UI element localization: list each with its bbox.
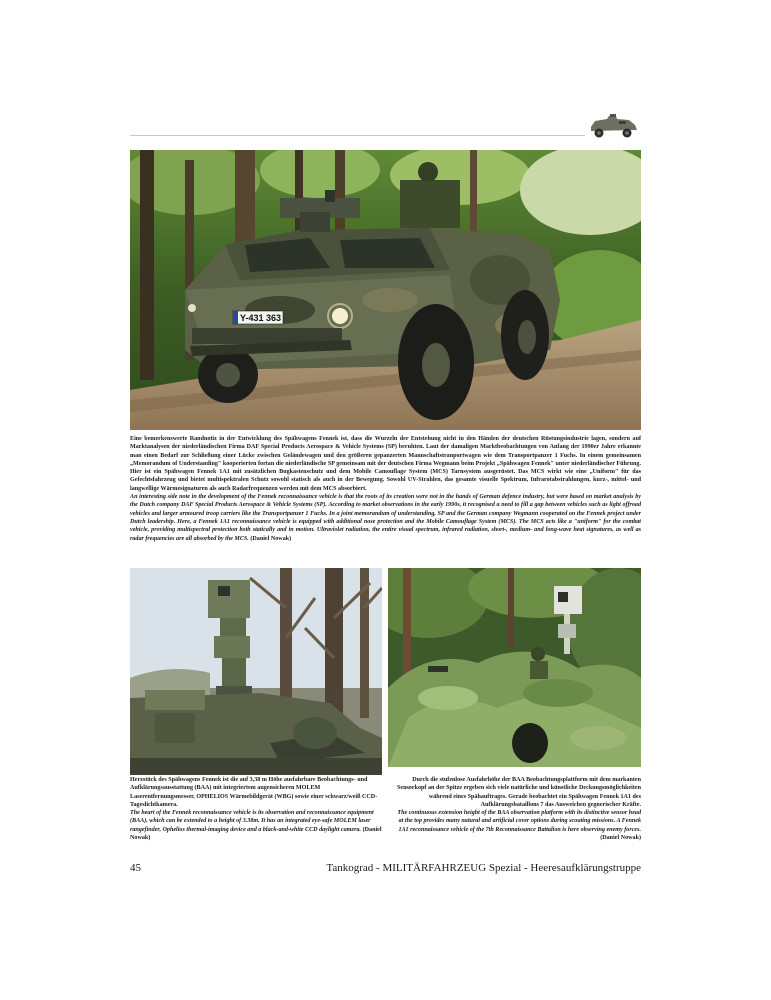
right-photo-caption	[393, 776, 641, 842]
left-photo-caption	[130, 776, 382, 842]
caption-english	[393, 809, 641, 842]
armored-vehicle-icon	[585, 112, 641, 140]
photo-credit: (Daniel Nowak)	[130, 826, 382, 842]
baa-observation-mast-photo	[130, 568, 382, 775]
camouflaged-fennek-in-forest-photo	[388, 568, 641, 767]
caption-german: Durch die stufenlose Ausfahrhöhe der BAA Beobachtungsplattform mit dem markanten Sensorkopf an der Spitze ergeben sich viele natürliche und künstliche Deckungsmöglichkeiten während eines Spähauftrages. Gerade beobachtet ein Spähwagen Fennek 1A1 des Aufklärungsbataillons 7 das Ausweichen gegnerischer Kräfte.	[397, 777, 641, 808]
caption-english	[130, 809, 382, 842]
main-photo-caption	[130, 435, 641, 543]
caption-german: Eine bemerkenswerte Randnotiz in der Entwicklung des Spähwagens Fennek ist, dass die Wurzeln der Entstehung nicht in den Händen der deutschen Rüstungsindustrie lagen, sondern auf Marktanalysen der niederländischen Firma DAF Special Products Aerospace & Vehicle Systems (SP) beruhten. Laut der damaligen Marktbeobachtungen von Anfang der 1990er Jahre erkannte man einen Bedarf zur Schließung einer Lücke zwischen Geländewagen und den größeren gepanzerten Mannschaftstranportwagen wie dem Transportpanzer 1 Fuchs. In einem gemeinsamen „Memorandum of Understanding" kooperierten fortan die niederländische SP gemeinsam mit der deutschen Firma Wegmann beim Projekt „Spähwagen Fennek" unter niederländischer Führung. Hier ist ein Spähwagen Fennek 1A1 mit zusätzlichen Bugkastenschutz und dem Mobile Camouflage System (MCS) Tarnsystem ausgerüstet. Das MCS wirkt wie eine „Uniform" für das Gefechtsfahrzeug und bietet multispektralen Schutz sowohl statisch als auch in der Bewegung. Sowohl UV-Strahlen, das gesamte visuelle Spektrum, Infrarotabstrahlungen, kurz-, mittel- und langwellige Wärmesignaturen als auch Radarfrequenzen werden mit dem MCS absorbiert.	[130, 436, 641, 492]
caption-english-text: The continuous extension height of the BAA observation platform with its distinctive sensor head at the top provides many natural and artificial cover options during scouting missions. A Fennek 1A1 reconnaissance vehicle of the 7th Reconnaissance Battalion is here observing enemy forces.	[397, 810, 641, 833]
header-rule	[130, 135, 585, 136]
caption-english-text: The heart of the Fennek reconnaissance vehicle is its observation and reconnaissance equipment (BAA), which can be extended to a height of 3.38m. It has an integrated eye-safe MOLEM laser rangefinder, Ophelios thermal-imaging device and a black-and-white CCD daylight camera.	[130, 810, 374, 833]
page-number: 45	[130, 862, 141, 874]
footer-title: Tankograd - MILITÄRFAHRZEUG Spezial - Heeresaufklärungstruppe	[326, 862, 641, 874]
photo-credit: (Daniel Nowak)	[600, 835, 641, 842]
caption-german: Herzstück des Spähwagens Fennek ist die auf 3,38 m Höhe ausfahrbare Beobachtungs- und Aufklärungsausstattung (BAA) mit integriertem augensicheren MOLEM Laserentfernungsmesser, OPHELIOS Wärmebildgerät (WBG) sowie einer schwarz/weiß CCD-Tageslichtkamera.	[130, 777, 378, 808]
photo-credit: (Daniel Nowak)	[250, 535, 292, 542]
caption-english	[130, 493, 641, 543]
fennek-reconnaissance-vehicle-photo	[130, 150, 641, 430]
license-plate: Y-431 363	[240, 313, 282, 323]
caption-english-text: An interesting side note in the development of the Fennek reconnaissance vehicle is that the roots of its creation were not in the hands of German defence industry, but were based on market analysis by the Dutch company DAF Special Products Aerospace & Vehicle Systems (SP). According to market observations in the early 1990s, it recognised a need to fill a gap between vehicles such as light offroad vehicles and larger armoured troop carriers like the Transportpanzer 1 Fuchs. In a joint memorandum of understanding, SP and the German company Wegmann cooperated on the Fennek project under Dutch leadership. Here, a Fennek 1A1 reconnaissance vehicle is equipped with additional nose protection and the Mobile Camouflage System (MCS). The MCS acts like a "uniform" for the combat vehicle, providing multispectral protection both statically and in motion. Ultraviolet radiation, the entire visual spectrum, infrared radiation, short-, medium- and long-wave heat signatures, as well as radar frequencies are all absorbed by the MCS.	[130, 494, 641, 542]
